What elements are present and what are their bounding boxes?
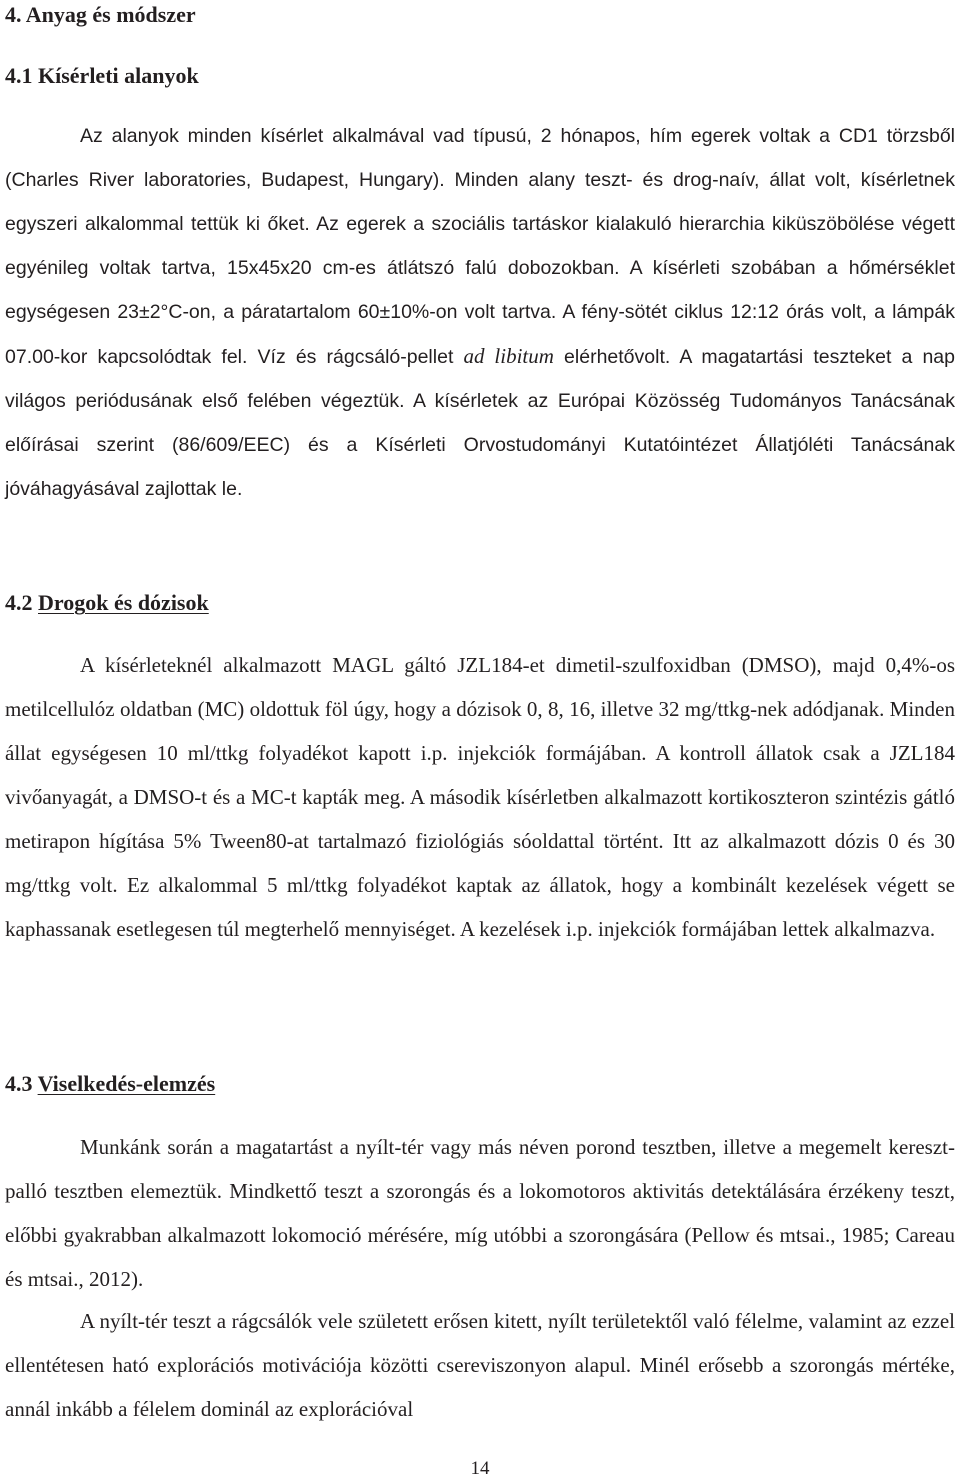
paragraph-4-1-1 — [5, 114, 955, 511]
section-title: Kísérleti alanyok — [38, 63, 199, 88]
section-heading-4-1 — [5, 61, 199, 91]
chapter-heading: 4. Anyag és módszer — [5, 2, 196, 27]
paragraph-4-2-1: A kísérleteknél alkalmazott MAGL gáltó JZL184-et dimetil-szulfoxidban (DMSO), majd 0,4%-os metilcellulóz oldatban (MC) oldottuk föl úgy, hogy a dózisok 0, 8, 16, illetve 32 mg/ttkg-nek adódjanak. Minden állat egységesen 10 ml/ttkg folyadékot kapott i.p. injekciók formájában. A kontroll állatok csak a JZL184 vivőanyagát, a DMSO-t és a MC-t kapták meg. A második kísérletben alkalmazott kortikoszteron szintézis gátló metirapon hígítása 5% Tween80-at tartalmazó fiziológiás sóoldattal történt. Itt az alkalmazott dózis 0 és 30 mg/ttkg volt. Ez alkalommal 5 ml/ttkg folyadékot kaptak az állatok, hogy a kombinált kezelések végett se kaphassanak esetlegesen túl megterhelő mennyiséget. A kezelések i.p. injekciók formájában lettek alkalmazva. — [5, 653, 955, 941]
section-heading-4-3 — [5, 1069, 215, 1099]
paragraph-4-3-2: A nyílt-tér teszt a rágcsálók vele született erősen kitett, nyílt területektől való félelme, valamint az ezzel ellentétesen ható explorációs motivációja közötti csereviszonyon alapul. Minél erősebb a szorongás mértéke, annál inkább a félelem dominál az explorációval — [5, 1309, 955, 1421]
paragraph-text: Az alanyok minden kísérlet alkalmával vad típusú, 2 hónapos, hím egerek voltak a CD1 törzsből (Charles River laboratories, Budapest, Hungary). Minden alany teszt- és drog-naív, állat volt, kísérletnek egyszeri alkalommal tettük ki őket. Az egerek a szociális tartáskor kialakuló hierarchia kiküszöbölése végett egyénileg voltak tartva, 15x45x20 cm-es átlátszó falú dobozokban. A kísérleti szobában a hőmérséklet egységesen 23±2°C-on, a páratartalom 60±10%-on volt tartva. A fény-sötét ciklus 12:12 órás volt, a lámpák 07.00-kor kapcsolódtak fel. Víz és rágcsáló-pellet ad libitum elérhetővolt. A magatartási teszteket a nap világos periódusának első felében végeztük. A kísérletek az Európai Közösség Tudományos Tanácsának előírásai szerint (86/609/EEC) és a Kísérleti Orvostudományi Kutatóintézet Állatjóléti Tanácsának jóváhagyásával zajlottak le. — [5, 125, 955, 500]
section-title: Viselkedés-elemzés — [37, 1071, 216, 1096]
italic-phrase: ad libitum — [463, 344, 554, 368]
section-number: 4.1 — [5, 63, 33, 88]
page-number: 14 — [470, 1458, 490, 1479]
paragraph-4-3-1: Munkánk során a magatartást a nyílt-tér vagy más néven porond tesztben, illetve a megemelt kereszt-palló tesztben elemeztük. Mindkettő teszt a szorongás és a lokomotoros aktivitás detektálására érzékeny teszt, előbbi gyakrabban alkalmazott lokomoció mérésére, míg utóbbi a szorongására (Pellow és mtsai., 1985; Careau és mtsai., 2012). — [5, 1135, 955, 1291]
section-number: 4.3 — [5, 1071, 33, 1096]
section-heading-4-2 — [5, 588, 209, 618]
section-title: Drogok és dózisok — [38, 590, 209, 615]
section-number: 4.2 — [5, 590, 33, 615]
